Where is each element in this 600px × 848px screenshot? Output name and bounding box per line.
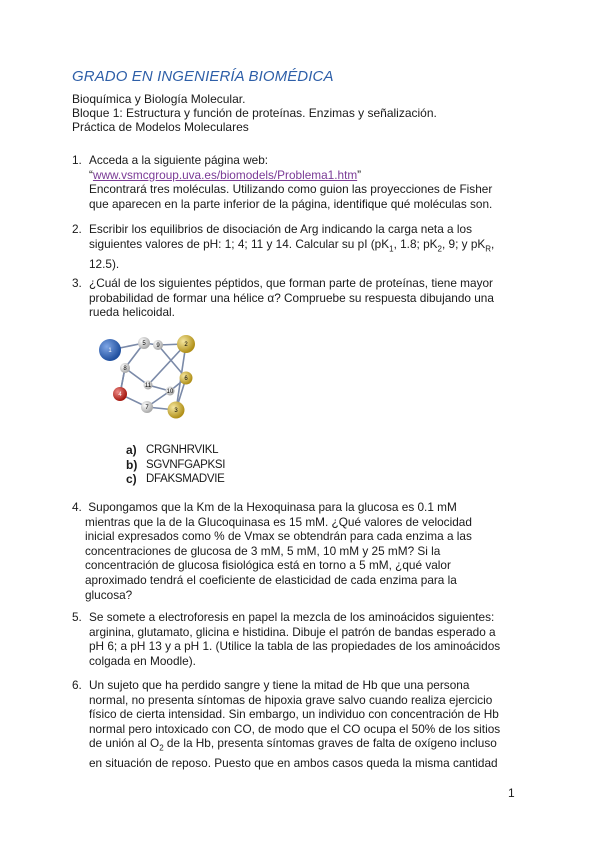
question-text: físico de cierta intensidad. Sin embargo, un individuo con concentración de Hb (89, 707, 499, 722)
question-text: normal, no presenta síntomas de hipoxia grave salvo cuando realiza ejercicio (89, 692, 493, 707)
helical-wheel-diagram (92, 328, 212, 428)
residue-label: 5 (142, 341, 146, 347)
residue-label: 11 (144, 383, 152, 389)
problem-link[interactable]: www.vsmcgroup.uva.es/biomodels/Problema1.htm (92, 167, 358, 182)
question-text: rueda helicoidal. (89, 305, 175, 320)
residue-label: 2 (184, 342, 188, 348)
residue-label: 6 (184, 376, 188, 382)
question-text: mientras que la de la Glucoquinasa es 15 mM. ¿Qué valores de velocidad (85, 514, 472, 529)
question-number: 6. (72, 678, 82, 692)
question-number: 3. (72, 276, 82, 290)
option-c: c) DFAKSMADVIE (126, 472, 225, 486)
wheel-residues (99, 335, 195, 419)
question-text: siguientes valores de pH: 1; 4; 11 y 14. Calcular su pI ($pK_1$, 1.8; $pK_2$, 9; y $pK_R$, (89, 236, 495, 253)
question-text: Un sujeto que ha perdido sangre y tiene la mitad de Hb que una persona (89, 678, 470, 692)
question-number: 1. (72, 153, 82, 167)
question-text: arginina, glutamato, glicina e histidina. Dibuje el patrón de bandas esperado a (89, 624, 496, 639)
question-text: glucosa? (85, 587, 133, 602)
page-title: GRADO EN INGENIERÍA BIOMÉDICA (72, 68, 334, 85)
question-text: de unión al $O_2$ de la Hb, presenta síntomas graves de falta de oxígeno incluso (89, 736, 497, 753)
block-line: Bloque 1: Estructura y función de proteínas. Enzimas y señalización. (72, 106, 437, 120)
question-text: Escribir los equilibrios de disociación de Arg indicando la carga neta a los (89, 222, 472, 236)
residue-label: 10 (166, 389, 174, 395)
question-number: 5. (72, 610, 82, 624)
question-number: 4. (72, 500, 82, 514)
question-text: concentración de glucosa fisiológica está en torno a 5 mM, ¿qué valor (85, 558, 451, 573)
question-text: probabilidad de formar una hélice α? Compruebe su respuesta dibujando una (89, 290, 494, 305)
residue-label: 4 (118, 392, 122, 398)
question-text: pH 6; a pH 13 y a pH 1. (Utilice la tabla de las propiedades de los aminoácidos (89, 639, 501, 654)
practice-line: Práctica de Modelos Moleculares (72, 120, 249, 134)
peptide-options (126, 443, 225, 487)
question-number: 2. (72, 222, 82, 236)
residue-label: 1 (108, 348, 112, 354)
question-text: colgada en Moodle). (89, 653, 196, 668)
option-a: a) CRGNHRVIKL (126, 443, 219, 457)
question-text: Encontrará tres moléculas. Utilizando como guion las proyecciones de Fisher (89, 182, 493, 197)
residue-label: 3 (174, 408, 178, 414)
question-text: en situación de reposo. Puesto que en ambos casos queda la misma cantidad (89, 756, 498, 771)
question-text: inicial expresados como % de Vmax se obtendrán para cada enzima a las (85, 529, 472, 544)
question-text: ¿Cuál de los siguientes péptidos, que forman parte de proteínas, tiene mayor (89, 276, 493, 290)
course-line: Bioquímica y Biología Molecular. (72, 92, 246, 106)
course-header (72, 92, 437, 134)
question-text: Se somete a electroforesis en papel la mezcla de los aminoácidos siguientes: (89, 610, 495, 624)
question-text: Acceda a la siguiente página web: (89, 153, 269, 167)
question-text: aproximado tendrá el coeficiente de elasticidad de cada enzima para la (85, 572, 457, 587)
question-text: Supongamos que la Km de la Hexoquinasa para la glucosa es 0.1 mM (85, 500, 457, 514)
question-text: concentraciones de glucosa de 3 mM, 5 mM, 10 mM y 25 mM? Si la (85, 543, 441, 558)
residue-label: 9 (156, 343, 160, 349)
residue-label: 7 (145, 405, 149, 411)
question-text: “www.vsmcgroup.uva.es/biomodels/Problema1.htm” (89, 167, 362, 182)
page-number: 1 (508, 786, 515, 800)
question-text: que aparecen en la parte inferior de la página, identifique qué moléculas son. (89, 196, 493, 211)
residue-label: 8 (123, 366, 127, 372)
option-b: b) SGVNFGAPKSI (126, 457, 226, 472)
question-text: normal pero intoxicado con CO, de modo que el CO ocupa el 50% de los sitios (89, 721, 501, 736)
question-text: 12.5). (89, 256, 120, 271)
